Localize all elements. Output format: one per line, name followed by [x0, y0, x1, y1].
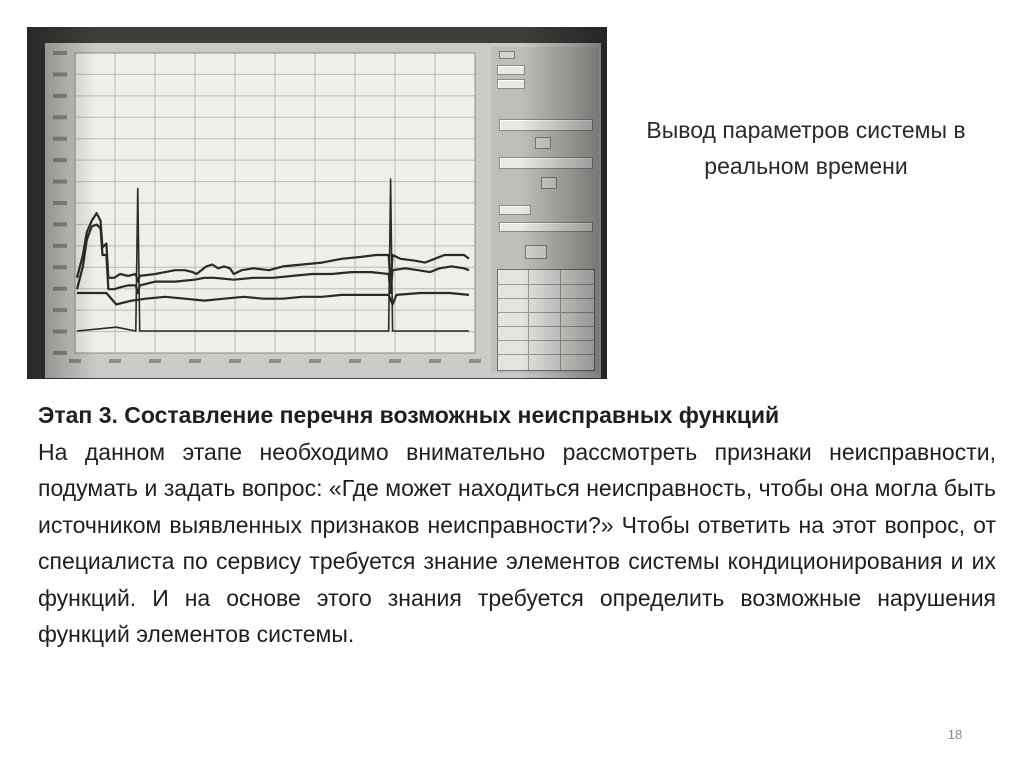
photo-caption: Вывод параметров системы в реальном времени — [646, 117, 966, 179]
slide-body — [38, 397, 996, 653]
page-number: 18 — [947, 727, 963, 742]
stage-heading: Этап 3. Составление перечня возможных неисправных функций — [38, 402, 780, 428]
photo-vignette — [27, 27, 607, 379]
monitor-photo — [27, 27, 607, 379]
stage-description: На данном этапе необходимо внимательно рассмотреть признаки неисправности, подумать и задать вопрос: «Где может находиться неисправность, чтобы она могла быть источником выявленных признаков неисправности?» Чтобы ответить на этот вопрос, от специалиста по сервису требуется знание элементов системы кондиционирования и их функций. И на основе этого знания требуется определить возможные нарушения функций элементов системы. — [38, 438, 996, 647]
